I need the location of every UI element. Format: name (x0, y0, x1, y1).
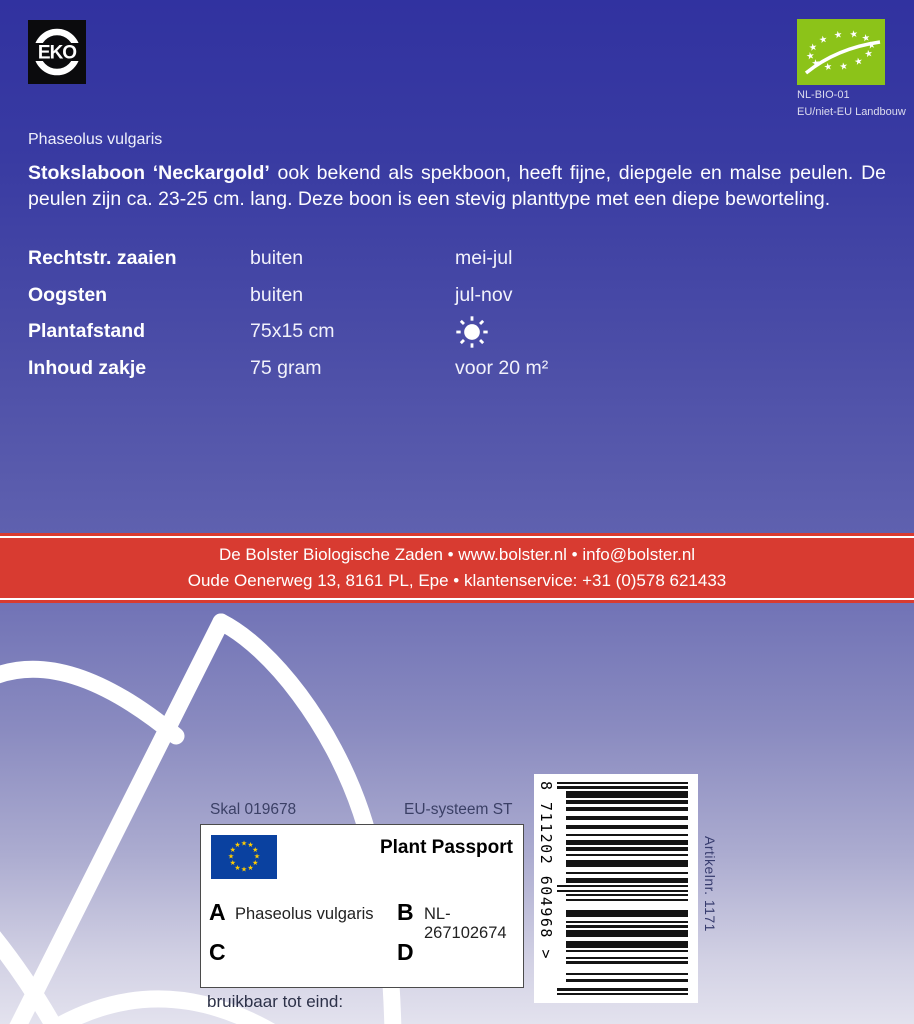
svg-text:★: ★ (252, 860, 259, 867)
svg-text:★: ★ (247, 864, 254, 872)
row-content-coverage: voor 20 m² (455, 356, 549, 379)
passport-c-label: C (209, 939, 226, 965)
barcode-bars (566, 782, 690, 995)
svg-text:★: ★ (234, 842, 241, 850)
passport-b-label: B (397, 899, 414, 925)
eu-bio-origin: EU/niet-EU Landbouw (797, 106, 906, 118)
eu-flag-icon (211, 835, 277, 879)
passport-a-value: Phaseolus vulgaris (235, 905, 374, 923)
eu-system-code: EU-systeem ST (404, 801, 513, 818)
row-content-value: 75 gram (250, 356, 322, 379)
svg-text:★: ★ (863, 48, 874, 61)
row-content-label: Inhoud zakje (28, 356, 147, 379)
article-number: Artikelnr. 1171 (702, 836, 718, 932)
svg-text:★: ★ (848, 28, 860, 41)
latin-name: Phaseolus vulgaris (28, 131, 163, 148)
product-description (28, 160, 886, 212)
row-sow-value: buiten (250, 247, 304, 269)
use-by-label: bruikbaar tot eind: (207, 992, 344, 1011)
eu-bio-code: NL-BIO-01 (797, 89, 850, 101)
svg-text:★: ★ (253, 853, 261, 861)
svg-text:★: ★ (833, 29, 844, 42)
svg-text:★: ★ (234, 864, 241, 872)
decorative-arc (0, 669, 176, 736)
svg-text:★: ★ (227, 853, 235, 861)
contact-banner (0, 533, 914, 603)
svg-text:★: ★ (808, 41, 819, 54)
growing-info-table (28, 247, 668, 393)
skal-number: Skal 019678 (210, 801, 297, 818)
eu-organic-leaf-icon (797, 19, 885, 85)
svg-text:★: ★ (860, 32, 872, 45)
eko-logo-icon (28, 20, 86, 84)
svg-text:★: ★ (252, 847, 259, 854)
description-body: ook bekend als spekboon, heeft fijne, diepgele en malse peulen. De peulen zijn ca. 23-25 cm. lang. Deze boon is een stevig planttype met een diepe beworteling. (28, 162, 887, 210)
svg-text:★: ★ (866, 39, 877, 52)
svg-text:★: ★ (818, 33, 829, 47)
row-harvest-value: buiten (250, 283, 304, 306)
decorative-spike-left (15, 622, 221, 1024)
passport-title: Plant Passport (379, 837, 513, 858)
passport-b-value: NL-267102674 (424, 905, 507, 942)
row-sow-period: mei-jul (455, 247, 513, 269)
sun-icon (455, 315, 489, 349)
svg-text:★: ★ (810, 57, 822, 70)
svg-text:★: ★ (240, 866, 248, 874)
svg-text:★: ★ (853, 55, 864, 69)
svg-text:★: ★ (229, 847, 236, 854)
barcode (534, 774, 698, 1003)
row-sow-label: Rechtstr. zaaien (28, 247, 177, 269)
passport-d-label: D (397, 939, 414, 965)
eko-logo (28, 20, 86, 84)
eko-logo-text: EKO (37, 42, 77, 64)
svg-text:★: ★ (247, 842, 254, 850)
plant-passport-box (200, 824, 524, 988)
variety-name: Stokslaboon ‘Neckargold’ (28, 162, 270, 184)
banner-line1: De Bolster Biologische Zaden • www.bolster.nl • info@bolster.nl (218, 545, 696, 564)
svg-text:★: ★ (822, 61, 834, 74)
row-harvest-label: Oogsten (28, 283, 108, 306)
svg-text:★: ★ (240, 840, 248, 848)
banner-body (0, 538, 914, 598)
banner-line2: Oude Oenerweg 13, 8161 PL, Epe • klantenservice: +31 (0)578 621433 (187, 571, 727, 590)
passport-a-label: A (209, 899, 226, 925)
svg-text:★: ★ (229, 860, 236, 867)
row-spacing-value: 75x15 cm (250, 320, 335, 343)
eu-organic-certification (797, 19, 907, 119)
row-harvest-period: jul-nov (455, 283, 513, 306)
svg-text:★: ★ (805, 50, 816, 63)
svg-text:★: ★ (838, 60, 849, 73)
row-spacing-sun (455, 320, 668, 357)
barcode-digits: 8 711202 604968 > (537, 781, 555, 961)
row-spacing-label: Plantafstand (28, 320, 146, 343)
